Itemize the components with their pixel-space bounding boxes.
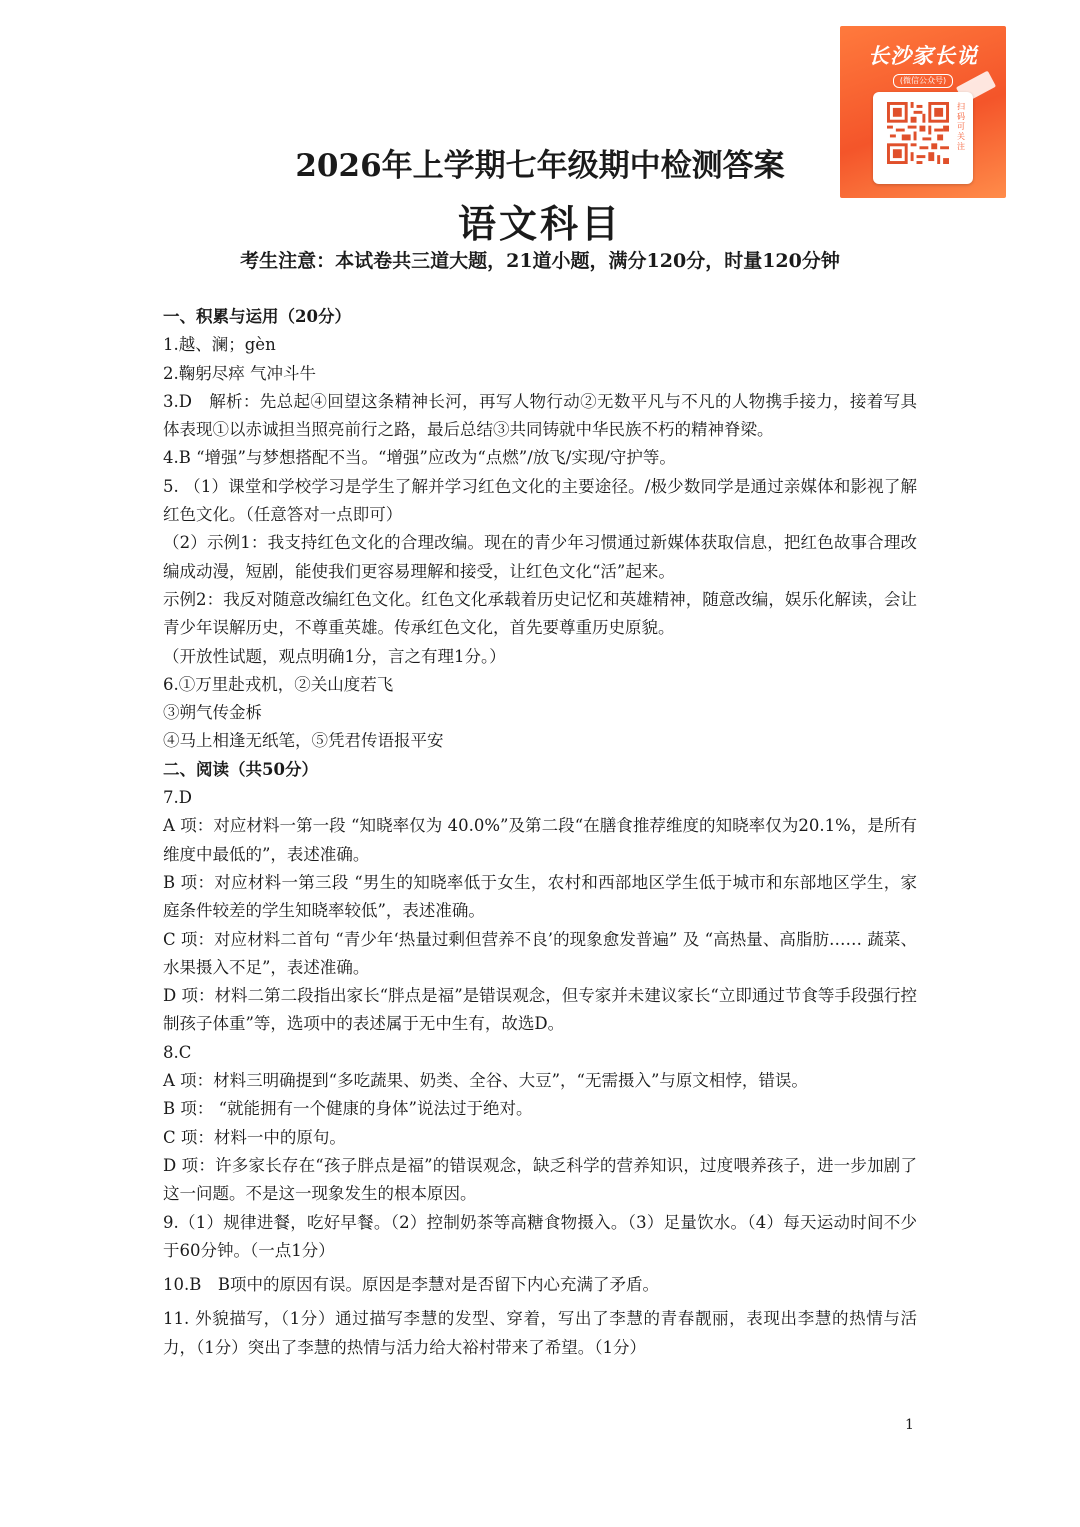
answer-line: D 项：许多家长存在“孩子胖点是福”的错误观念，缺乏科学的营养知识，过度喂养孩子，进一步加剧了这一问题。不是这一现象发生的根本原因。 <box>163 1155 917 1204</box>
page-title: 2026年上学期七年级期中检测答案 <box>295 148 785 184</box>
section-heading: 二、阅读（共50分） <box>163 759 318 779</box>
answer-line: A 项：材料三明确提到“多吃蔬果、奶类、全谷、大豆”，“无需摄入”与原文相悖，错误。 <box>163 1071 808 1091</box>
answer-line: 2.鞠躬尽瘁 气冲斗牛 <box>163 363 316 383</box>
answer-line: 7.D <box>163 788 192 808</box>
scan-hint: 扫码可关注 <box>957 102 965 151</box>
answer-line: B 项： “就能拥有一个健康的身体”说法过于绝对。 <box>163 1099 533 1119</box>
answer-line: C 项：材料一中的原句。 <box>163 1127 346 1147</box>
answer-line: 10.B B项中的原因有误。原因是李慧对是否留下内心充满了矛盾。 <box>163 1275 659 1295</box>
answer-line: 8.C <box>163 1042 192 1062</box>
answer-line: 4.B “增强”与梦想搭配不当。“增强”应改为“点燃”/放飞/实现/守护等。 <box>163 448 676 468</box>
answer-line: 示例2：我反对随意改编红色文化。红色文化承载着历史记忆和英雄精神，随意改编，娱乐化解读，会让青少年误解历史，不尊重英雄。传承红色文化，首先要尊重历史原貌。 <box>163 589 917 638</box>
exam-notice: 考生注意：本试卷共三道大题，21道小题，满分120分，时量120分钟 <box>240 250 840 272</box>
answer-line: ③朔气传金柝 <box>163 703 262 723</box>
subject-title: 语文科目 <box>457 201 622 246</box>
answer-line: ④马上相逢无纸笔，⑤凭君传语报平安 <box>163 731 444 751</box>
answer-line: C 项：对应材料二首句 “青少年‘热量过剩但营养不良’的现象愈发普遍” 及 “高热量、高脂肪…… 蔬菜、水果摄入不足”，表述准确。 <box>163 929 917 977</box>
answer-line: B 项：对应材料一第三段 “男生的知晓率低于女生，农村和西部地区学生低于城市和东部地区学生，家庭条件较差的学生知晓率较低”，表述准确。 <box>163 872 917 921</box>
answer-line: 6.①万里赴戎机，②关山度若飞 <box>163 674 394 694</box>
answer-line: 5. （1）课堂和学校学习是学生了解并学习红色文化的主要途径。/极少数同学是通过亲媒体和影视了解红色文化。（任意答对一点即可） <box>163 476 917 525</box>
brand-title: 长沙家长说 <box>868 44 978 68</box>
answer-line: 1.越、澜；gèn <box>163 335 276 355</box>
answer-line: 9.（1）规律进餐，吃好早餐。（2）控制奶茶等高糖食物摄入。（3）足量饮水。（4）每天运动时间不少于60分钟。（一点1分） <box>163 1212 917 1260</box>
section-heading: 一、积累与运用（20分） <box>163 307 351 326</box>
answer-line: D 项：材料二第二段指出家长“胖点是福”是错误观念，但专家并未建议家长“立即通过节食等手段强行控制孩子体重”等，选项中的表述属于无中生有，故选D。 <box>163 986 917 1034</box>
brand-subtitle: (微信公众号) <box>893 74 953 88</box>
answer-line: （2）示例1：我支持红色文化的合理改编。现在的青少年习惯通过新媒体获取信息，把红色故事合理改编成动漫，短剧，能使我们更容易理解和接受，让红色文化“活”起来。 <box>163 533 917 581</box>
answer-content <box>163 303 917 1362</box>
answer-line: 3.D 解析：先总起④回望这条精神长河，再写人物行动②无数平凡与不凡的人物携手接力，接着写具体表现①以赤诚担当照亮前行之路，最后总结③共同铸就中华民族不朽的精神脊梁。 <box>163 391 917 440</box>
answer-line: 11. 外貌描写，（1分）通过描写李慧的发型、穿着，写出了李慧的青春靓丽，表现出李慧的热情与活力，（1分）突出了李慧的热情与活力给大裕村带来了希望。（1分） <box>163 1309 917 1357</box>
page-number: 1 <box>905 1417 914 1433</box>
answer-line: A 项：对应材料一第一段 “知晓率仅为 40.0%”及第二段“在膳食推荐维度的知晓率仅为20.1%，是所有维度中最低的”，表述准确。 <box>163 816 917 864</box>
answer-line: （开放性试题，观点明确1分，言之有理1分。） <box>163 646 506 666</box>
